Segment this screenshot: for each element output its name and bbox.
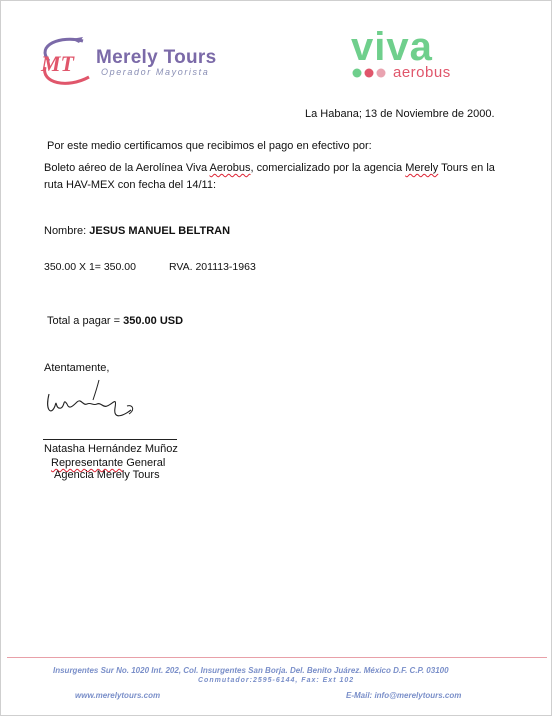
body-line-1-c: , comercializado por la agencia: [250, 162, 406, 174]
viva-logo-sub: aerobus: [393, 64, 451, 81]
total-label: Total a pagar =: [47, 315, 124, 327]
signer-title-a: Representante: [51, 457, 124, 469]
signer-org: Agencia Merely Tours: [54, 469, 160, 481]
body-line-1-e: Tours en la: [438, 162, 495, 174]
merely-tours-tagline: Operador Mayorista: [101, 67, 210, 77]
merely-mark-text: MT: [41, 51, 74, 76]
signer-name: Natasha Hernández Muñoz: [44, 443, 178, 455]
total-value: 350.00 USD: [123, 315, 184, 327]
footer-address: Insurgentes Sur No. 1020 Int. 202, Col. Insurgentes San Borja. Del. Benito Juárez. México D.F. C.P. 03100: [53, 666, 449, 675]
footer-phone: Conmutador:2595-6144, Fax: Ext 102: [198, 677, 355, 684]
body-line-1-b: Aerobus: [209, 162, 251, 174]
closing: Atentamente,: [44, 362, 110, 374]
total-line: [47, 314, 183, 328]
body-line-1-a: Boleto aéreo de la Aerolínea Viva: [44, 162, 210, 174]
footer-email[interactable]: E-Mail: info@merelytours.com: [346, 691, 462, 700]
footer-website[interactable]: www.merelytours.com: [75, 691, 161, 700]
viva-logo-word: viva: [351, 25, 433, 69]
viva-dots-icon: [351, 67, 393, 79]
handwritten-signature: [41, 376, 141, 426]
letter-date: La Habana; 13 de Noviembre de 2000.: [305, 108, 495, 120]
name-value: JESUS MANUEL BELTRAN: [89, 225, 231, 237]
name-label: Nombre:: [44, 225, 90, 237]
merely-tours-name: Merely Tours: [96, 47, 217, 68]
signature-line: [43, 439, 177, 440]
calc-line: 350.00 X 1= 350.00: [44, 261, 136, 273]
body-line-1-d: Merely: [405, 162, 439, 174]
body-line-1: [44, 161, 495, 175]
reservation-code: RVA. 201113-1963: [169, 261, 256, 273]
signer-title-b: General: [123, 457, 166, 469]
intro-text: Por este medio certificamos que recibimos el pago en efectivo por:: [47, 140, 372, 152]
passenger-name: [44, 224, 230, 238]
body-line-2: ruta HAV-MEX con fecha del 14/11:: [44, 179, 217, 191]
footer-divider: [7, 657, 547, 658]
